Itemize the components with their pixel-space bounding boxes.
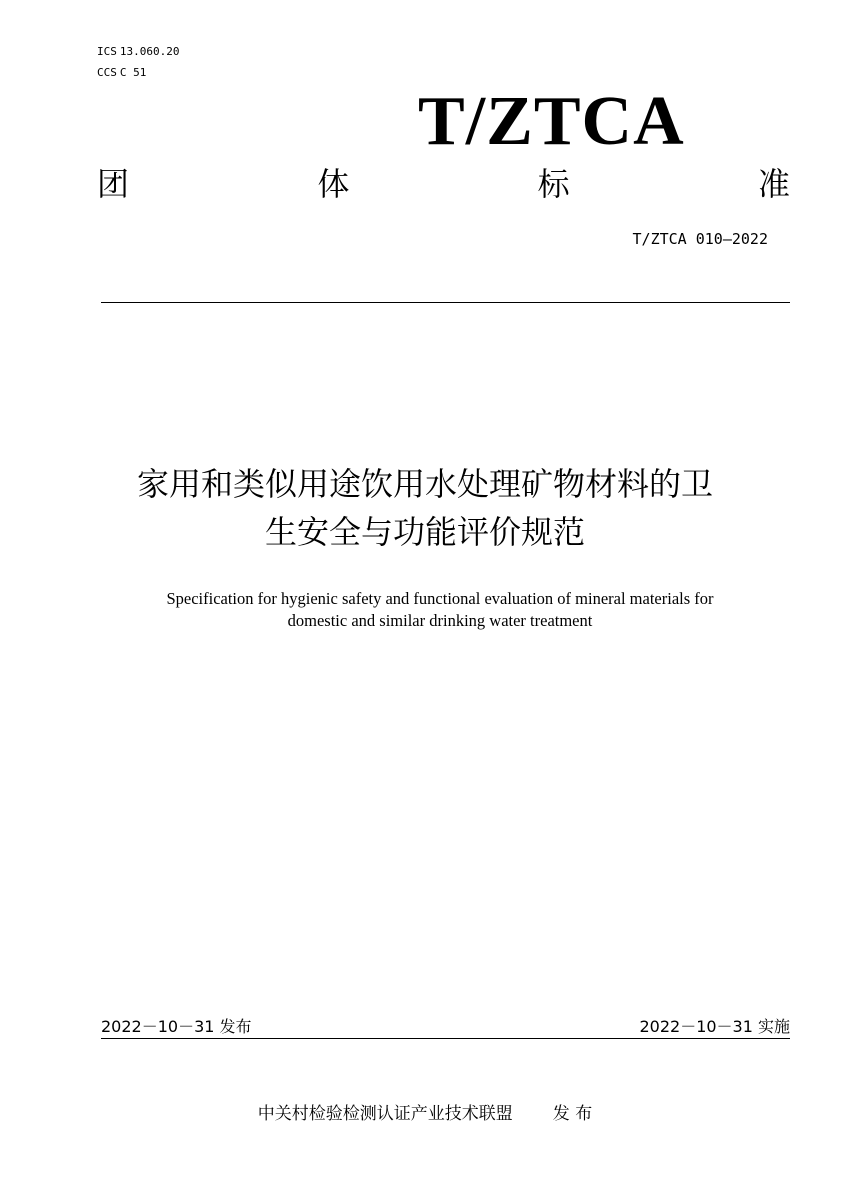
header-divider (101, 302, 790, 303)
document-title-zh (60, 460, 790, 556)
title-en-line: domestic and similar drinking water treatment (287, 611, 593, 630)
document-title-en (60, 588, 820, 632)
standard-number: T/ZTCA 010—2022 (632, 230, 768, 248)
publisher-action: 发 布 (552, 1104, 593, 1124)
standard-type-char: 标 (537, 165, 570, 203)
ics-code (97, 41, 179, 62)
publisher (0, 1099, 850, 1124)
title-zh-line: 家用和类似用途饮用水处理矿物材料的卫 (136, 465, 713, 503)
standard-type-char: 体 (317, 165, 350, 203)
title-zh-line: 生安全与功能评价规范 (264, 513, 585, 551)
ccs-label: CCS (97, 66, 117, 79)
classification-codes (97, 41, 179, 83)
title-en-line: Specification for hygienic safety and functional evaluation of mineral materials for (166, 589, 714, 608)
brand-mark: T/ZTCA (418, 83, 685, 160)
ccs-value: C 51 (119, 66, 147, 79)
ccs-code (97, 62, 179, 83)
standard-type-char: 准 (757, 165, 790, 203)
ics-value: 13.060.20 (119, 45, 180, 58)
ics-label: ICS (97, 45, 117, 58)
issue-date: 2022－10－31 发布 (101, 1017, 252, 1036)
standard-type (97, 162, 790, 206)
implementation-date: 2022－10－31 实施 (639, 1017, 790, 1036)
standard-type-char: 团 (97, 165, 130, 203)
footer-divider (101, 1038, 790, 1039)
publisher-name: 中关村检验检测认证产业技术联盟 (257, 1104, 513, 1124)
